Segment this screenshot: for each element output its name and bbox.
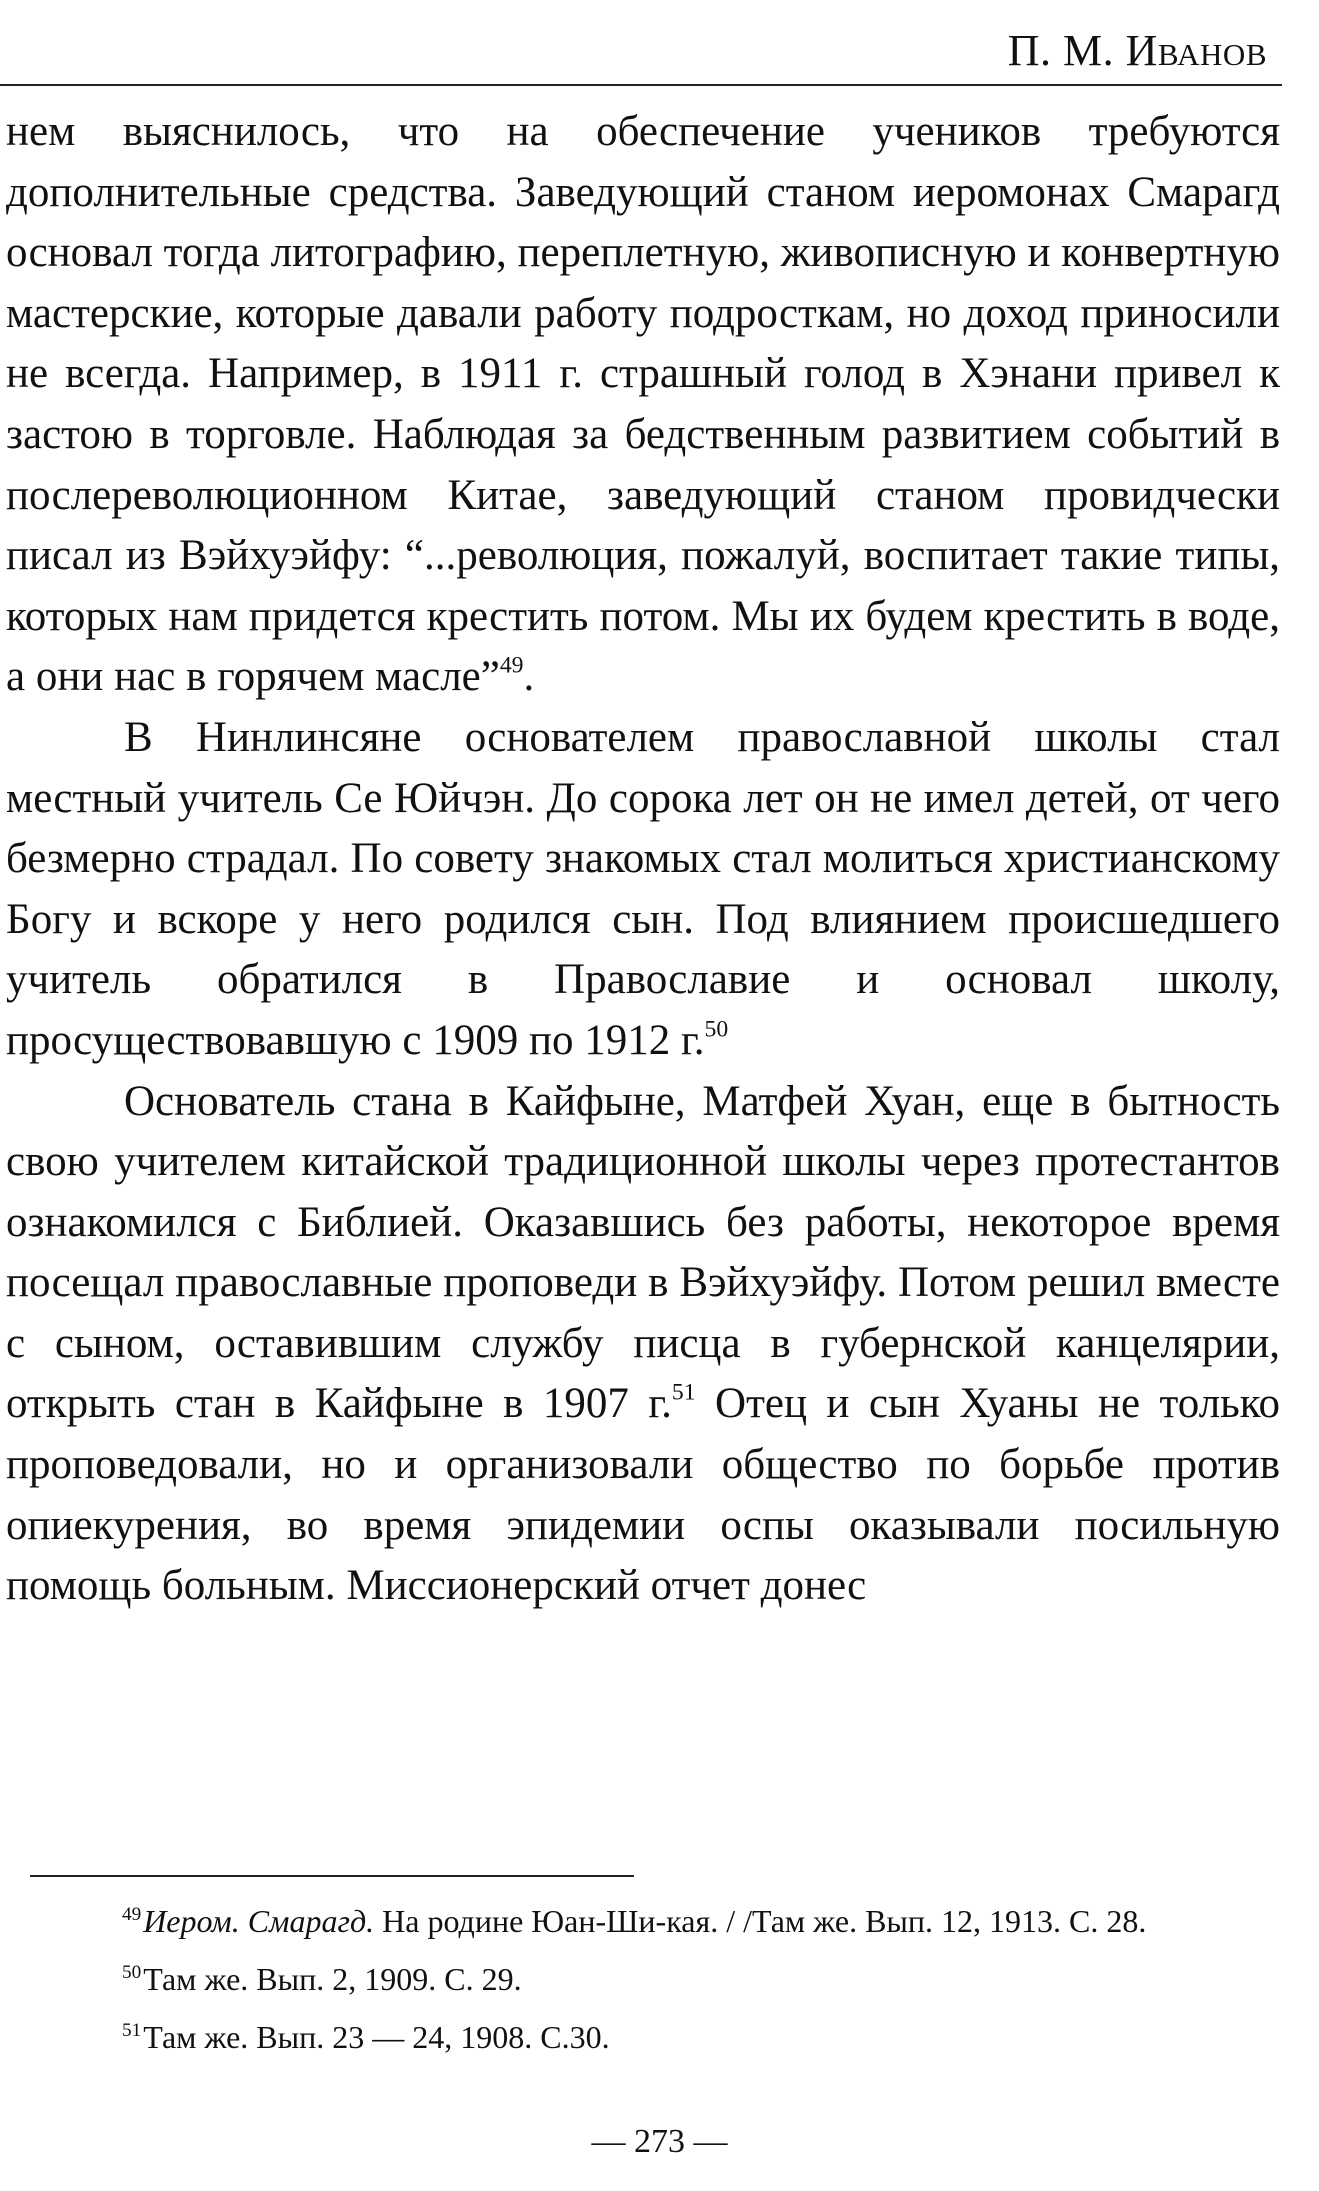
paragraph-3-text-b: Отец и сын Хуаны не только проповедовали, но и организовали общество по борьбе против опиекурения, во время эпидемии оспы оказывали посильную помощь больным. Миссионерский отчет донес	[6, 1380, 1280, 1610]
footnote-51-text: Там же. Вып. 23 — 24, 1908. С.30.	[143, 2019, 610, 2055]
author-surname: Иванов	[1125, 26, 1267, 75]
paragraph-1-text: нем выяснилось, что на обеспечение учеников требуются дополнительные средства. Заведующий станом иеромонах Смарагд основал тогда литографию, переплетную, живописную и конвертную мастерские, которые давали работу подросткам, но доход приносили не всегда. Например, в 1911 г. страшный голод в Хэнани привел к застою в торговле. Наблюдая за бедственным развитием событий в послереволюционном Китае, заведующий станом провидчески писал из Вэйхуэйфу: “...революция, пожалуй, воспитает такие типы, которых нам придется крестить потом. Мы их будем крестить в воде, а они нас в горячем масле”	[6, 108, 1280, 701]
footnote-49-author: Иером. Смарагд.	[143, 1903, 375, 1939]
paragraph-2	[6, 708, 1280, 1072]
paragraph-1-end: .	[523, 653, 535, 701]
footnote-49-number: 49	[122, 1904, 142, 1926]
footnote-50-text: Там же. Вып. 2, 1909. С. 29.	[143, 1961, 522, 1997]
footnote-49	[28, 1897, 1280, 1945]
paragraph-3	[6, 1072, 1280, 1617]
running-head	[1008, 26, 1267, 76]
paragraph-3-text-a: Основатель стана в Кайфыне, Матфей Хуан, еще в бытность свою учителем китайской традиционной школы через протестантов ознакомился с Библией. Оказавшись без работы, некоторое время посещал православные проповеди в Вэйхуэйфу. Потом решил вместе с сыном, оставившим службу писца в губернской канцелярии, открыть стан в Кайфыне в 1907 г.	[6, 1077, 1280, 1428]
author-initials: П. М.	[1007, 26, 1115, 75]
footnote-50	[28, 1955, 1280, 2003]
footnote-51	[28, 2013, 1280, 2061]
footnote-51-number: 51	[122, 2020, 142, 2042]
page-number: — 273 —	[591, 2123, 728, 2160]
footnote-ref-50: 50	[704, 1016, 729, 1043]
main-text	[6, 102, 1280, 1617]
footnote-ref-49: 49	[499, 652, 524, 679]
footnotes	[28, 1897, 1280, 2061]
footnote-49-text: На родине Юан-Ши-кая. / /Там же. Вып. 12, 1913. С. 28.	[374, 1903, 1147, 1939]
paragraph-1	[6, 102, 1280, 708]
footnote-ref-51: 51	[671, 1379, 696, 1406]
paragraph-2-text: В Нинлинсяне основателем православной школы стал местный учитель Се Юйчэн. До сорока лет он не имел детей, от чего безмерно страдал. По совету знакомых стал молиться христианскому Богу и вскоре у него родился сын. Под влиянием происшедшего учитель обратился в Православие и основал школу, просуществовавшую с 1909 по 1912 г.	[6, 713, 1280, 1064]
header-rule	[0, 84, 1282, 86]
footnote-50-number: 50	[122, 1962, 142, 1984]
footnote-rule	[30, 1875, 634, 1877]
